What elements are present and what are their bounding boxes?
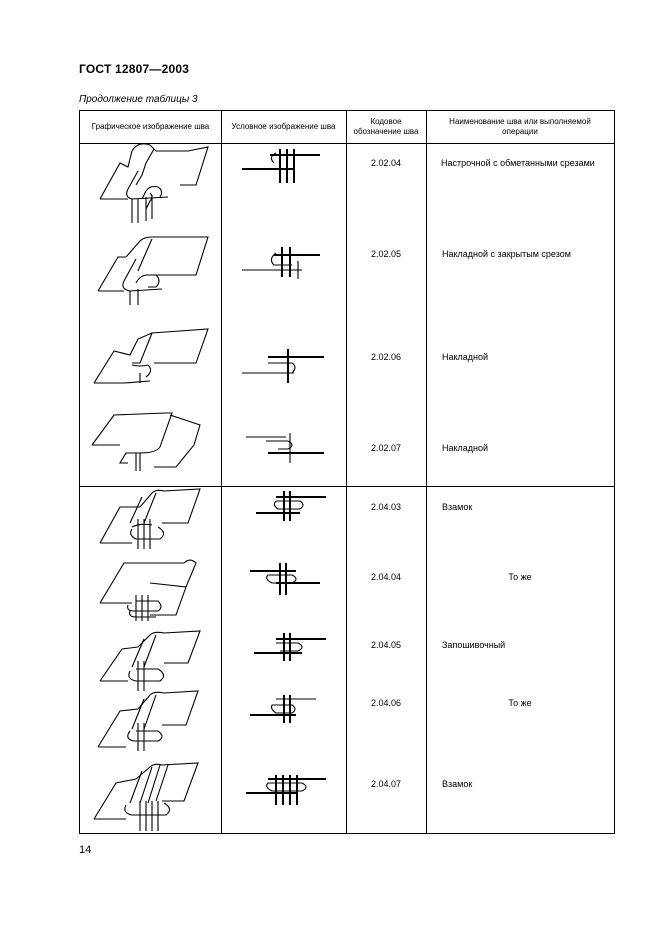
seam-name: Накладной с закрытым срезом (442, 249, 571, 259)
seam-name: Накладной (442, 352, 489, 362)
seam-graphic-2-02-07-icon (92, 413, 200, 471)
seam-graphic-2-04-04-icon (100, 560, 196, 621)
seam-name: Запошивочный (442, 640, 506, 650)
header-code: Кодовое обозначение шва (353, 117, 419, 136)
seam-symbol-2-04-04-icon (250, 563, 320, 595)
seam-code: 2.02.07 (370, 443, 402, 453)
seam-name: То же (508, 698, 532, 708)
seam-symbol-2-02-07-icon (246, 433, 324, 463)
seam-graphic-2-02-04-icon (100, 144, 208, 223)
seam-code: 2.04.05 (370, 640, 402, 650)
seam-graphic-2-04-06-icon (98, 691, 198, 751)
seam-symbol-2-02-04-icon (242, 149, 320, 183)
header-symbol: Условное изображение шва (231, 122, 336, 131)
seam-name: То же (508, 572, 532, 582)
seam-graphic-2-02-05-icon (98, 237, 208, 305)
header-name: Наименование шва или выполняемой операции (449, 117, 591, 136)
seam-symbol-2-04-06-icon (250, 695, 316, 723)
seam-name: Настрочной с обметанными срезами (441, 158, 595, 168)
seam-symbol-2-04-05-icon (254, 633, 326, 661)
document-title: ГОСТ 12807—2003 (79, 62, 190, 76)
header-graphic: Графическое изображение шва (91, 122, 210, 131)
seam-graphic-2-04-07-icon (94, 763, 198, 831)
seam-code: 2.02.06 (370, 352, 402, 362)
seam-name: Взамок (442, 502, 473, 512)
seam-name: Взамок (442, 779, 473, 789)
seam-drawings (80, 111, 616, 835)
seam-code: 2.04.03 (370, 502, 402, 512)
seam-name: Накладной (442, 443, 489, 453)
seam-symbol-2-02-05-icon (242, 247, 320, 279)
seam-graphic-2-04-03-icon (100, 489, 200, 549)
seam-symbol-2-04-03-icon (256, 491, 326, 521)
seam-code: 2.02.05 (370, 249, 402, 259)
page-number: 14 (79, 844, 92, 856)
seam-graphic-2-04-05-icon (100, 631, 200, 691)
seam-symbol-2-02-06-icon (242, 349, 324, 383)
seam-code: 2.04.07 (370, 779, 402, 789)
seam-code: 2.04.06 (370, 698, 402, 708)
seam-code: 2.02.04 (370, 158, 402, 168)
table-caption: Продолжение таблицы 3 (79, 94, 198, 105)
seam-table (79, 110, 615, 834)
seam-code: 2.04.04 (370, 572, 402, 582)
seam-graphic-2-02-06-icon (94, 329, 208, 383)
seam-symbol-2-04-07-icon (246, 775, 326, 805)
